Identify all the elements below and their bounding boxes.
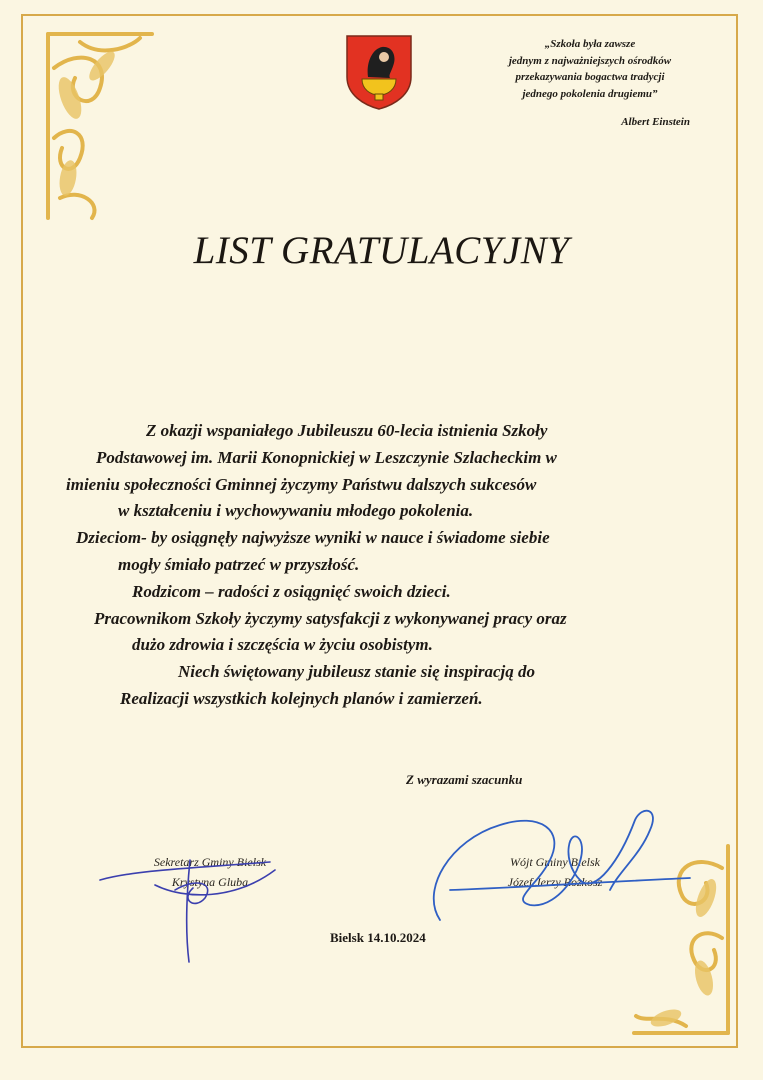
body-line: Z okazji wspaniałego Jubileuszu 60-lecia istnienia Szkoły <box>146 421 548 440</box>
document-title: LIST GRATULACYJNY <box>193 229 570 272</box>
quote-line: „Szkoła była zawsze <box>544 38 636 50</box>
quote-author: Albert Einstein <box>621 116 690 128</box>
left-signatory-name: Krystyna Gluba <box>171 875 249 889</box>
municipal-coat-of-arms-icon <box>344 33 414 111</box>
quote-line: jednego pokolenia drugiemu” <box>522 87 658 100</box>
congratulation-text <box>60 418 710 713</box>
body-line: imieniu społeczności Gminnej życzymy Państwu dalszych sukcesów <box>66 474 537 494</box>
right-signatory-role: Wójt Gminy Bielsk <box>510 855 600 869</box>
body-line: Podstawowej im. Marii Konopnickiej w Leszczynie Szlacheckim w <box>96 447 557 467</box>
top-left-floral-ornament <box>40 28 160 228</box>
closing-salutation: Z wyrazami szacunku <box>406 772 523 787</box>
body-line: Pracownikom Szkoły życzymy satysfakcji z wykonywanej pracy oraz <box>94 608 567 628</box>
body-line: Rodzicom – radości z osiągnięć swoich dzieci. <box>132 581 451 601</box>
left-signatory-role: Sekretarz Gminy Bielsk <box>153 855 267 869</box>
right-handwritten-signature <box>420 800 700 940</box>
quote-block <box>470 36 710 102</box>
body-line: Niech świętowany jubileusz stanie się inspiracją do <box>178 662 536 682</box>
body-line: w kształceniu i wychowywaniu młodego pokolenia. <box>118 501 474 521</box>
place-and-date: Bielsk 14.10.2024 <box>330 930 426 945</box>
body-line: Realizacji wszystkich kolejnych planów i zamierzeń. <box>120 688 483 708</box>
body-line: dużo zdrowia i szczęścia w życiu osobistym. <box>132 635 433 655</box>
left-handwritten-signature <box>95 840 285 970</box>
quote-line: przekazywania bogactwa tradycji <box>515 71 665 83</box>
body-line: mogły śmiało patrzeć w przyszłość. <box>118 554 360 574</box>
quote-line: jednym z najważniejszych ośrodków <box>508 54 672 67</box>
right-signatory-name: Józef Jerzy Rozkosz <box>507 875 603 889</box>
body-line: Dzieciom- by osiągnęły najwyższe wyniki w nauce i świadome siebie <box>76 528 550 548</box>
